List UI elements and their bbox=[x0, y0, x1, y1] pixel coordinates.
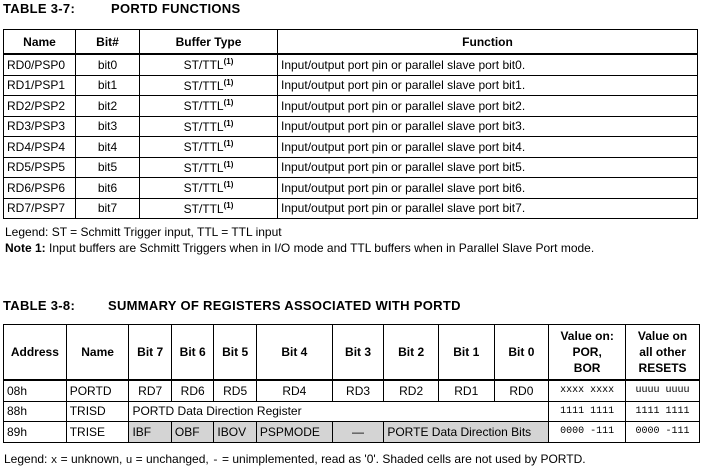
cell-name: RD4/PSP4 bbox=[4, 137, 76, 158]
cell-bit: bit5 bbox=[76, 157, 140, 178]
legend-x-symbol: x bbox=[50, 455, 58, 467]
buffer-type-text: ST/TTL bbox=[183, 181, 224, 196]
cell-bit3: — bbox=[332, 422, 384, 443]
cell-bit0: RD0 bbox=[494, 380, 549, 401]
col-header-bit1: Bit 1 bbox=[438, 325, 494, 381]
cell-bit: bit2 bbox=[76, 96, 140, 117]
other-line-3: RESETS bbox=[638, 361, 687, 375]
col-header-bit7: Bit 7 bbox=[129, 325, 171, 381]
cell-register-description: PORTD Data Direction Register bbox=[129, 401, 549, 422]
buffer-type-text: ST/TTL bbox=[183, 99, 224, 114]
note-reference: (1) bbox=[223, 180, 234, 190]
cell-name: TRISE bbox=[66, 422, 129, 443]
cell-bit4: PSPMODE bbox=[256, 422, 332, 443]
table-row bbox=[4, 137, 698, 158]
cell-bit5: IBOV bbox=[214, 422, 256, 443]
cell-buffer-type bbox=[140, 116, 278, 137]
buffer-type-text: ST/TTL bbox=[183, 201, 224, 216]
col-header-bit4: Bit 4 bbox=[256, 325, 332, 381]
col-header-bit6: Bit 6 bbox=[171, 325, 213, 381]
note-reference: (1) bbox=[223, 98, 234, 108]
cell-por-value: xxxx xxxx bbox=[549, 380, 626, 401]
table-3-7-note bbox=[5, 241, 594, 255]
table-label: TABLE 3-7: bbox=[3, 1, 76, 16]
header-row bbox=[4, 30, 698, 55]
por-line-2: POR, bbox=[572, 345, 602, 359]
cell-bit3: RD3 bbox=[332, 380, 384, 401]
cell-buffer-type bbox=[140, 75, 278, 96]
table-3-8-caption bbox=[3, 298, 461, 313]
cell-bit4: RD4 bbox=[256, 380, 332, 401]
por-line-1: Value on: bbox=[560, 329, 614, 343]
cell-name: RD2/PSP2 bbox=[4, 96, 76, 117]
table-3-7-caption bbox=[3, 1, 241, 16]
cell-name: RD6/PSP6 bbox=[4, 178, 76, 199]
table-row bbox=[4, 75, 698, 96]
buffer-type-text: ST/TTL bbox=[183, 78, 224, 93]
table-row bbox=[4, 96, 698, 117]
buffer-type-text: ST/TTL bbox=[183, 58, 224, 73]
table-row bbox=[4, 178, 698, 199]
buffer-type-text: ST/TTL bbox=[183, 140, 224, 155]
col-header-por-bor bbox=[549, 325, 626, 381]
cell-bit: bit1 bbox=[76, 75, 140, 96]
legend-u-symbol: u bbox=[125, 455, 133, 467]
cell-function: Input/output port pin or parallel slave port bit1. bbox=[278, 75, 698, 96]
cell-function: Input/output port pin or parallel slave port bit7. bbox=[278, 198, 698, 219]
cell-buffer-type bbox=[140, 198, 278, 219]
legend-rest: = unimplemented, read as '0'. Shaded cells are not used by PORTD. bbox=[218, 452, 586, 466]
cell-por-value: 1111 1111 bbox=[549, 401, 626, 422]
cell-bit1: RD1 bbox=[438, 380, 494, 401]
cell-bit6: RD6 bbox=[171, 380, 213, 401]
cell-function: Input/output port pin or parallel slave port bit6. bbox=[278, 178, 698, 199]
cell-bit: bit0 bbox=[76, 54, 140, 75]
cell-bit: bit3 bbox=[76, 116, 140, 137]
note-reference: (1) bbox=[223, 57, 234, 67]
table-row-portd bbox=[4, 380, 700, 401]
note-reference: (1) bbox=[223, 139, 234, 149]
cell-name: PORTD bbox=[66, 380, 129, 401]
note-reference: (1) bbox=[223, 200, 234, 210]
col-header-bit5: Bit 5 bbox=[214, 325, 256, 381]
legend-x-text: = unknown, bbox=[57, 452, 126, 466]
cell-bits-2-0: PORTE Data Direction Bits bbox=[384, 422, 549, 443]
cell-name: RD5/PSP5 bbox=[4, 157, 76, 178]
table-row-trise bbox=[4, 422, 700, 443]
cell-function: Input/output port pin or parallel slave port bit3. bbox=[278, 116, 698, 137]
cell-name: TRISD bbox=[66, 401, 129, 422]
col-header-bit2: Bit 2 bbox=[384, 325, 439, 381]
table-row bbox=[4, 54, 698, 75]
table-title: SUMMARY OF REGISTERS ASSOCIATED WITH PORTD bbox=[108, 298, 461, 313]
cell-buffer-type bbox=[140, 54, 278, 75]
table-3-7-legend: Legend: ST = Schmitt Trigger input, TTL = TTL input bbox=[5, 225, 282, 239]
cell-name: RD3/PSP3 bbox=[4, 116, 76, 137]
cell-other-value: 0000 -111 bbox=[626, 422, 700, 443]
cell-function: Input/output port pin or parallel slave port bit0. bbox=[278, 54, 698, 75]
cell-function: Input/output port pin or parallel slave port bit2. bbox=[278, 96, 698, 117]
cell-bit7: RD7 bbox=[129, 380, 171, 401]
note-reference: (1) bbox=[223, 159, 234, 169]
portd-functions-table bbox=[3, 29, 698, 219]
other-line-2: all other bbox=[639, 345, 686, 359]
cell-function: Input/output port pin or parallel slave port bit5. bbox=[278, 157, 698, 178]
cell-name: RD1/PSP1 bbox=[4, 75, 76, 96]
cell-buffer-type bbox=[140, 96, 278, 117]
cell-name: RD0/PSP0 bbox=[4, 54, 76, 75]
col-header-other-resets bbox=[626, 325, 700, 381]
col-header-function: Function bbox=[278, 30, 698, 55]
cell-bit6: OBF bbox=[171, 422, 213, 443]
other-line-1: Value on bbox=[637, 329, 688, 343]
cell-address: 89h bbox=[4, 422, 67, 443]
portd-registers-table bbox=[3, 324, 700, 443]
cell-bit: bit7 bbox=[76, 198, 140, 219]
cell-bit2: RD2 bbox=[384, 380, 439, 401]
cell-buffer-type bbox=[140, 157, 278, 178]
table-label: TABLE 3-8: bbox=[3, 298, 76, 313]
cell-bit7: IBF bbox=[129, 422, 171, 443]
table-row bbox=[4, 157, 698, 178]
legend-dash-symbol: - bbox=[212, 455, 219, 467]
note-text: Input buffers are Schmitt Triggers when in I/O mode and TTL buffers when in Parallel Slave Port mode. bbox=[49, 241, 595, 255]
table-title: PORTD FUNCTIONS bbox=[111, 1, 241, 16]
cell-bit: bit6 bbox=[76, 178, 140, 199]
legend-u-text: = unchanged, bbox=[132, 452, 213, 466]
col-header-name: Name bbox=[4, 30, 76, 55]
legend-prefix: Legend: bbox=[4, 452, 51, 466]
table-3-8-legend bbox=[4, 452, 586, 467]
cell-address: 88h bbox=[4, 401, 67, 422]
table-row-trisd bbox=[4, 401, 700, 422]
header-row bbox=[4, 325, 700, 381]
por-line-3: BOR bbox=[573, 361, 601, 375]
note-reference: (1) bbox=[223, 118, 234, 128]
col-header-bit3: Bit 3 bbox=[332, 325, 384, 381]
buffer-type-text: ST/TTL bbox=[183, 119, 224, 134]
cell-function: Input/output port pin or parallel slave port bit4. bbox=[278, 137, 698, 158]
cell-name: RD7/PSP7 bbox=[4, 198, 76, 219]
cell-bit5: RD5 bbox=[214, 380, 256, 401]
cell-buffer-type bbox=[140, 137, 278, 158]
col-header-address: Address bbox=[4, 325, 67, 381]
col-header-bit: Bit# bbox=[76, 30, 140, 55]
cell-por-value: 0000 -111 bbox=[549, 422, 626, 443]
col-header-bit0: Bit 0 bbox=[494, 325, 549, 381]
note-reference: (1) bbox=[223, 77, 234, 87]
table-row bbox=[4, 116, 698, 137]
cell-other-value: uuuu uuuu bbox=[626, 380, 700, 401]
col-header-buffer-type: Buffer Type bbox=[140, 30, 278, 55]
cell-buffer-type bbox=[140, 178, 278, 199]
cell-bit: bit4 bbox=[76, 137, 140, 158]
buffer-type-text: ST/TTL bbox=[183, 160, 224, 175]
note-label: Note 1: bbox=[5, 241, 46, 255]
cell-address: 08h bbox=[4, 380, 67, 401]
col-header-name: Name bbox=[66, 325, 129, 381]
table-row bbox=[4, 198, 698, 219]
cell-other-value: 1111 1111 bbox=[626, 401, 700, 422]
